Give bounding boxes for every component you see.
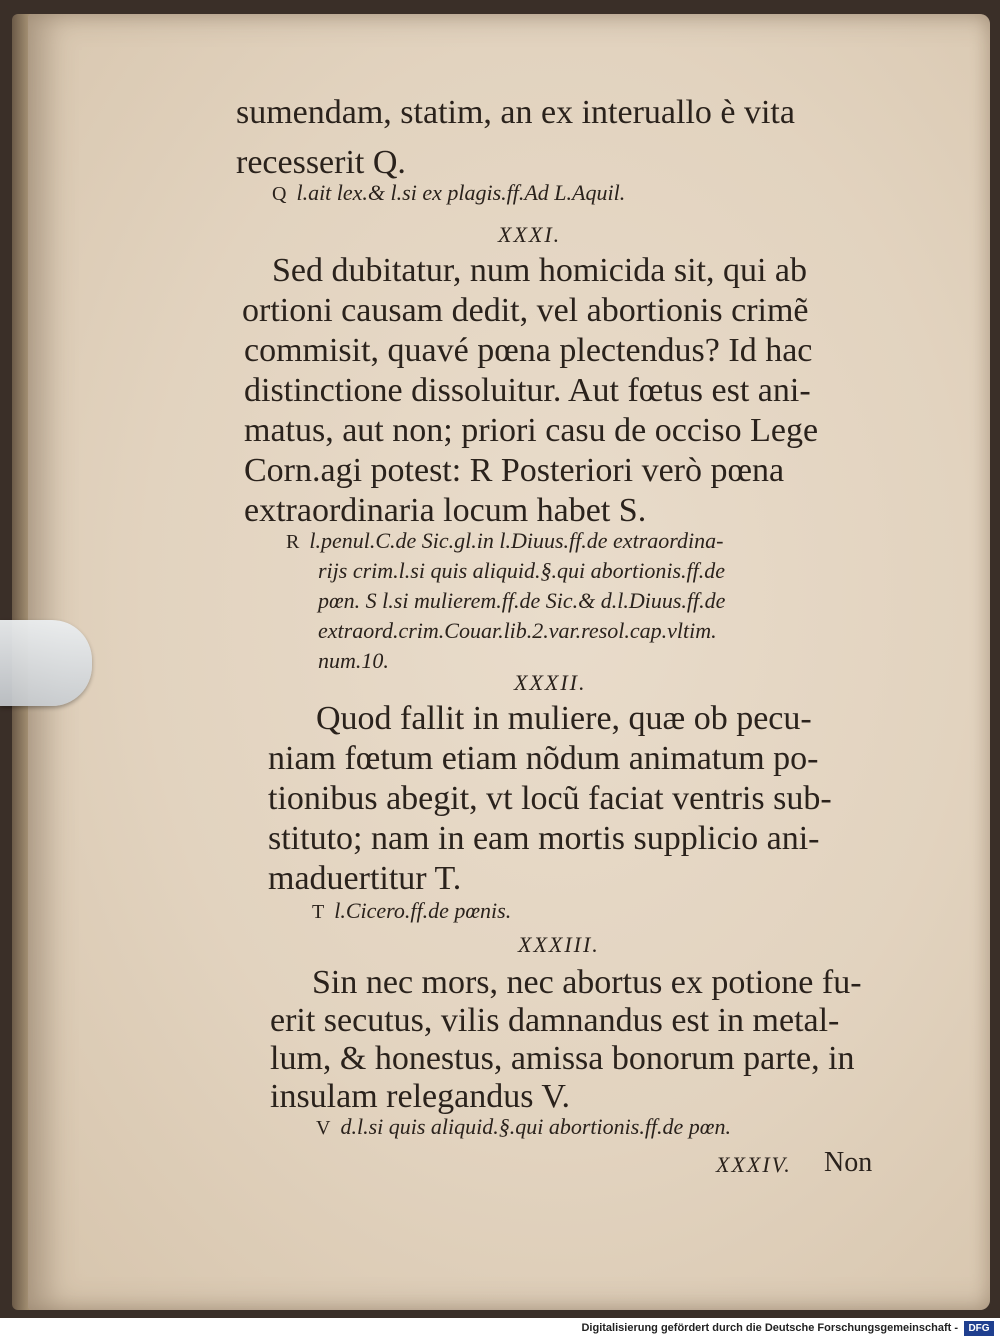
footnote-text: d.l.si quis aliquid.§.qui abortionis.ff.de pœn. [340, 1114, 731, 1139]
section-heading: XXXII. [514, 670, 587, 695]
text-line: Corn.agi potest: R Posteriori verò pœna [244, 452, 785, 489]
footnote-q [272, 178, 625, 209]
funding-credit: Digitalisierung gefördert durch die Deutsche Forschungsgemeinschaft - [581, 1322, 958, 1334]
catchword: Non [824, 1147, 873, 1178]
text-line: extraordinaria locum habet S. [244, 492, 647, 529]
footer-bar [0, 1318, 1000, 1340]
footnote-letter: T [312, 901, 325, 923]
footnote-text: extraord.crim.Couar.lib.2.var.resol.cap.vltim. [318, 618, 717, 643]
catchword-heading: XXXIV. [716, 1152, 792, 1177]
text-line: matus, aut non; priori casu de occiso Lege [244, 412, 819, 449]
footnote-text: l.Cicero.ff.de pœnis. [334, 898, 512, 923]
text-line: Quod fallit in muliere, quæ ob pecu- [316, 700, 812, 737]
dfg-logo: DFG [964, 1321, 994, 1336]
section-heading: XXXIII. [518, 932, 600, 957]
footnote-text: l.ait lex.& l.si ex plagis.ff.Ad L.Aquil. [296, 180, 626, 205]
page-clip [0, 620, 92, 706]
text-line: maduertitur T. [268, 860, 462, 897]
footnote-letter: R [286, 531, 300, 553]
text-line: niam fœtum etiam nõdum animatum po- [268, 740, 819, 777]
text-line: sumendam, statim, an ex interuallo è vita [236, 94, 795, 131]
text-line: distinctione dissoluitur. Aut fœtus est ani- [244, 372, 811, 409]
footnote-text: pœn. S l.si mulierem.ff.de Sic.& d.l.Diuus.ff.de [318, 588, 726, 613]
text-line: commisit, quavé pœna plectendus? Id hac [244, 332, 813, 369]
text-line: Sed dubitatur, num homicida sit, qui ab [272, 252, 808, 289]
text-line: stituto; nam in eam mortis supplicio ani- [268, 820, 820, 857]
footnote-letter: Q [272, 183, 287, 205]
text-line: lum, & honestus, amissa bonorum parte, in [270, 1040, 855, 1077]
text-line: erit secutus, vilis damnandus est in metal- [270, 1002, 840, 1039]
text-line: Sin nec mors, nec abortus ex potione fu- [312, 964, 862, 1001]
text-line: tionibus abegit, vt locũ faciat ventris sub- [268, 780, 832, 817]
text-line: ortioni causam dedit, vel abortionis crimẽ [242, 292, 809, 329]
footnote-letter: V [316, 1117, 331, 1139]
footnote-text: l.penul.C.de Sic.gl.in l.Diuus.ff.de extraordina- [309, 528, 724, 553]
footnote-text: num.10. [318, 648, 389, 673]
footnote-t [312, 896, 511, 927]
section-heading: XXXI. [498, 222, 562, 247]
footnote-rs [286, 526, 723, 557]
footnote-text: rijs crim.l.si quis aliquid.§.qui abortionis.ff.de [318, 558, 726, 583]
text-line: recesserit Q. [236, 144, 406, 181]
footnote-v [316, 1112, 731, 1143]
text-line: insulam relegandus V. [270, 1078, 570, 1115]
